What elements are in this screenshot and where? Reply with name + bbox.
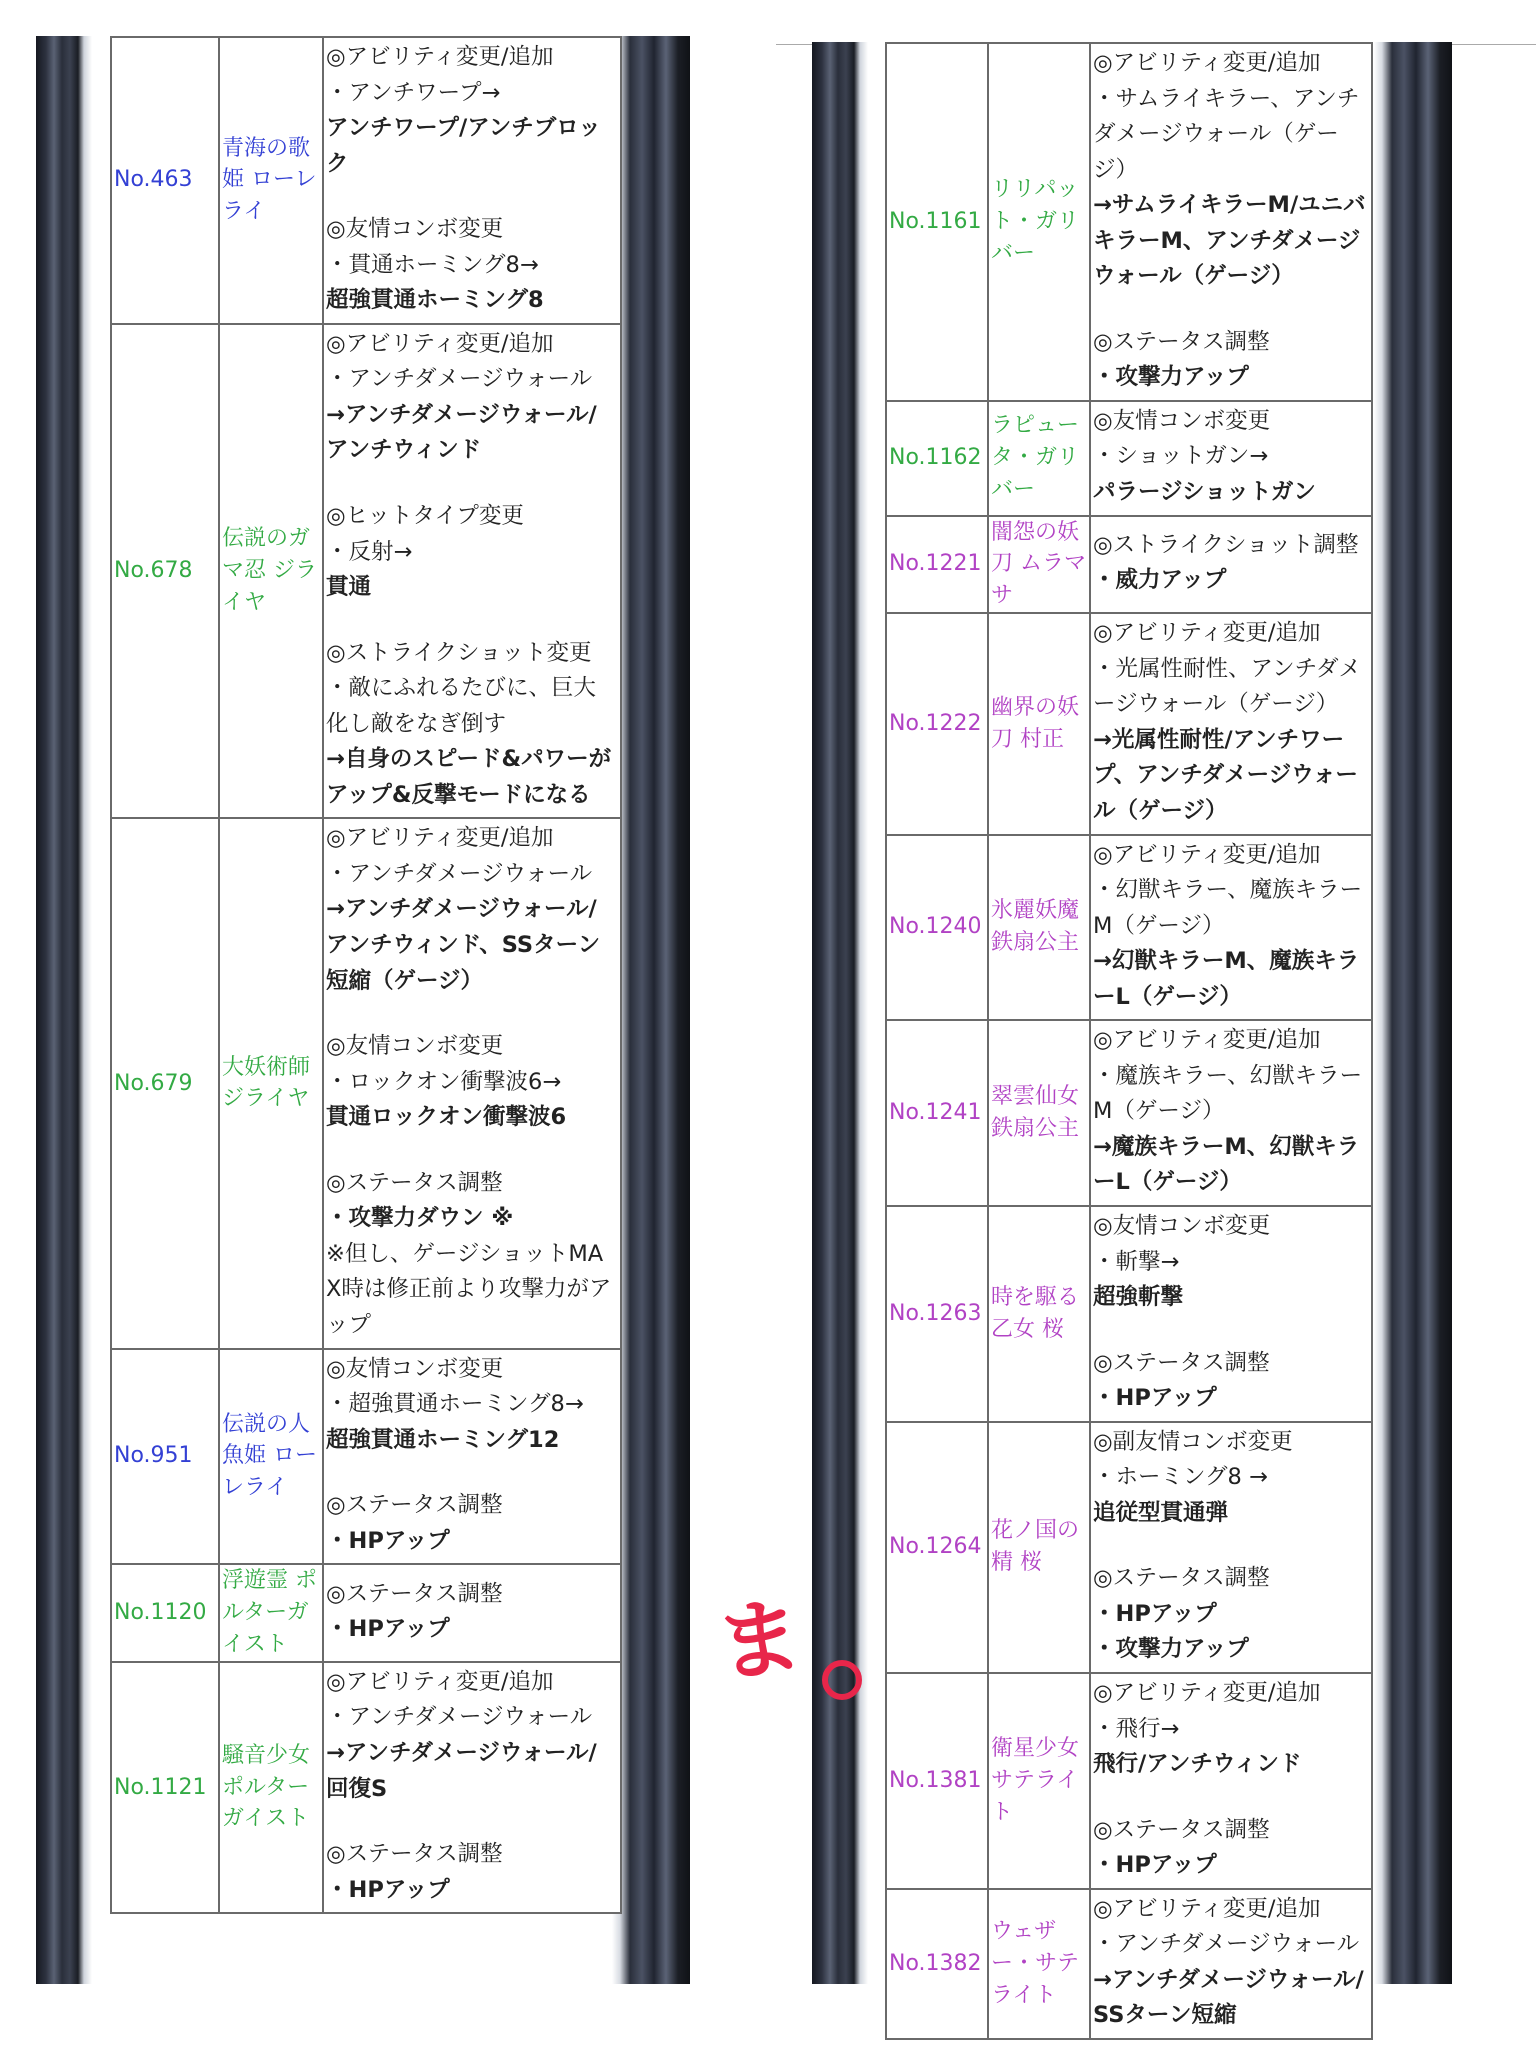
change-result: →アンチダメージウォール/アンチウィンド	[326, 401, 597, 464]
change-table-right	[885, 42, 1373, 2040]
monster-name-link[interactable]: 伝説のガマ忍 ジライヤ	[219, 324, 323, 819]
change-result: →サムライキラーM/ユニバキラーM、アンチダメージウォール（ゲージ）	[1093, 192, 1366, 290]
change-details	[1090, 1206, 1372, 1422]
change-details	[323, 1662, 621, 1913]
change-result: ・HPアップ	[326, 1527, 450, 1554]
change-text: ※但し、ゲージショットMAX時は修正前より攻撃力がアップ	[326, 1240, 612, 1338]
monster-name-link[interactable]: 伝説の人魚姫 ローレライ	[219, 1349, 323, 1565]
table-row	[886, 1422, 1372, 1673]
table-row	[111, 1564, 621, 1662]
monster-name-link[interactable]: 大妖術師 ジライヤ	[219, 818, 323, 1348]
change-text: ・ホーミング8 →	[1093, 1464, 1268, 1491]
change-result: ・HPアップ	[1093, 1852, 1217, 1879]
monster-name-link[interactable]: ラピュータ・ガリバー	[988, 401, 1090, 516]
monster-name-link[interactable]: ウェザー・サテライト	[988, 1889, 1090, 2039]
change-text: ・アンチワープ→	[326, 79, 501, 106]
change-result: ・攻撃力アップ	[1093, 1636, 1249, 1663]
change-result: 飛行/アンチウィンド	[1093, 1751, 1302, 1778]
spacer	[1093, 295, 1369, 325]
change-details	[1090, 1422, 1372, 1673]
change-text: ◎ストライクショット調整	[1093, 531, 1359, 558]
change-result: →光属性耐性/アンチワープ、アンチダメージウォール（ゲージ）	[1093, 726, 1358, 824]
table-row	[111, 1662, 621, 1913]
change-text: ◎アビリティ変更/追加	[1093, 1895, 1321, 1922]
change-text: ・アンチダメージウォール	[326, 860, 593, 887]
monster-name-link[interactable]: 闇怨の妖刀 ムラマサ	[988, 516, 1090, 614]
table-row	[886, 516, 1372, 614]
change-details	[1090, 835, 1372, 1021]
table-row	[886, 1889, 1372, 2039]
monster-name-link[interactable]: 氷麗妖魔 鉄扇公主	[988, 835, 1090, 1021]
table-row	[886, 1673, 1372, 1889]
change-details	[1090, 1889, 1372, 2039]
monster-name-link[interactable]: 騒音少女 ポルターガイスト	[219, 1662, 323, 1913]
change-result: 超強貫通ホーミング12	[326, 1426, 560, 1453]
change-text: ◎アビリティ変更/追加	[1093, 1680, 1321, 1706]
table-row	[111, 37, 621, 324]
monster-number[interactable]: No.1382	[886, 1889, 988, 2039]
monster-number[interactable]: No.463	[111, 37, 219, 324]
monster-name-link[interactable]: 翠雲仙女 鉄扇公主	[988, 1020, 1090, 1206]
monster-number[interactable]: No.1264	[886, 1422, 988, 1673]
monster-name-link[interactable]: 花ノ国の精 桜	[988, 1422, 1090, 1673]
spacer	[326, 1136, 618, 1166]
change-text: ◎アビリティ変更/追加	[326, 1668, 554, 1695]
change-text: ◎ステータス調整	[326, 1492, 503, 1519]
spacer	[1093, 1531, 1369, 1561]
change-text: ・ショットガン→	[1093, 443, 1269, 470]
change-text: ◎ステータス調整	[1093, 328, 1270, 355]
change-text: ◎ステータス調整	[1093, 1349, 1270, 1376]
spacer	[1093, 1316, 1369, 1346]
table-row	[111, 818, 621, 1348]
change-text: ◎アビリティ変更/追加	[1093, 50, 1321, 76]
change-result: ・HPアップ	[326, 1616, 450, 1643]
monster-number[interactable]: No.1222	[886, 613, 988, 834]
change-text: ◎アビリティ変更/追加	[326, 330, 554, 357]
monster-number[interactable]: No.679	[111, 818, 219, 1348]
change-text: ◎友情コンボ変更	[1093, 407, 1271, 434]
monster-number[interactable]: No.1381	[886, 1673, 988, 1889]
change-text: ◎アビリティ変更/追加	[1093, 620, 1321, 647]
change-text: ・アンチダメージウォール	[326, 1704, 593, 1731]
change-text: ◎ストライクショット変更	[326, 639, 592, 666]
change-text: ◎友情コンボ変更	[326, 1355, 504, 1382]
change-result: 超強斬撃	[1093, 1284, 1184, 1311]
table-row	[886, 401, 1372, 516]
table-row	[886, 1020, 1372, 1206]
monster-number[interactable]: No.1263	[886, 1206, 988, 1422]
change-result: ・威力アップ	[1093, 567, 1227, 594]
change-text: ・アンチダメージウォール	[1093, 1931, 1360, 1958]
change-text: ・ロックオン衝撃波6→	[326, 1068, 562, 1095]
change-text: ・超強貫通ホーミング8→	[326, 1391, 584, 1418]
monster-name-link[interactable]: 衛星少女 サテライト	[988, 1673, 1090, 1889]
change-text: ◎ステータス調整	[326, 1841, 503, 1868]
change-text: ・サムライキラー、アンチダメージウォール（ゲージ）	[1093, 85, 1360, 183]
change-text: ・敵にふれるたびに、巨大化し敵をなぎ倒す	[326, 675, 597, 737]
change-result: →幻獣キラーM、魔族キラーL（ゲージ）	[1093, 948, 1360, 1010]
change-result: ・HPアップ	[326, 1876, 450, 1903]
change-table-left	[110, 36, 622, 1914]
change-details	[1090, 516, 1372, 614]
monster-number[interactable]: No.1121	[111, 1662, 219, 1913]
monster-number[interactable]: No.1240	[886, 835, 988, 1021]
change-text: ◎アビリティ変更/追加	[326, 44, 554, 70]
change-text: ◎副友情コンボ変更	[1093, 1428, 1293, 1455]
stamp-period-mark	[822, 1660, 862, 1700]
spacer	[326, 999, 618, 1029]
monster-number[interactable]: No.1120	[111, 1564, 219, 1662]
change-text: ◎ステータス調整	[1093, 1565, 1270, 1592]
change-result: →アンチダメージウォール/SSターン短縮	[1093, 1966, 1364, 2029]
change-text: ◎友情コンボ変更	[1093, 1212, 1271, 1239]
table-row	[886, 1206, 1372, 1422]
spacer	[326, 1807, 618, 1837]
change-result: 追従型貫通弾	[1093, 1499, 1229, 1526]
change-details	[1090, 401, 1372, 516]
change-text: ◎ヒットタイプ変更	[326, 503, 524, 530]
change-result: ・HPアップ	[1093, 1600, 1217, 1627]
change-text: ◎ステータス調整	[326, 1169, 503, 1196]
spacer	[326, 469, 618, 499]
change-details	[1090, 1673, 1372, 1889]
change-text: ◎アビリティ変更/追加	[1093, 1027, 1321, 1054]
monster-name-link[interactable]: 青海の歌姫 ローレライ	[219, 37, 323, 324]
monster-number[interactable]: No.1221	[886, 516, 988, 614]
change-text: ・飛行→	[1093, 1715, 1180, 1742]
change-text: ◎友情コンボ変更	[326, 1033, 504, 1060]
change-result: 貫通	[326, 574, 372, 601]
change-text: ・魔族キラー、幻獣キラーM（ゲージ）	[1093, 1062, 1363, 1125]
monster-name-link[interactable]: 幽界の妖刀 村正	[988, 613, 1090, 834]
change-text: ◎アビリティ変更/追加	[326, 825, 554, 852]
change-details	[1090, 1020, 1372, 1206]
monster-number[interactable]: No.678	[111, 324, 219, 819]
change-result: →アンチダメージウォール/回復S	[326, 1740, 597, 1802]
change-result: →アンチダメージウォール/アンチウィンド、SSターン短縮（ゲージ）	[326, 896, 601, 994]
change-result: 貫通ロックオン衝撃波6	[326, 1104, 567, 1131]
table-row	[886, 43, 1372, 401]
change-text: ◎アビリティ変更/追加	[1093, 841, 1321, 868]
change-result: ・HPアップ	[1093, 1385, 1217, 1412]
spacer	[1093, 1783, 1369, 1813]
monster-name-link[interactable]: 浮遊霊 ポルターガイスト	[219, 1564, 323, 1662]
change-text: ・反射→	[326, 538, 413, 565]
monster-number[interactable]: No.1161	[886, 43, 988, 401]
change-result: →魔族キラーM、幻獣キラーL（ゲージ）	[1093, 1133, 1360, 1196]
change-result: アンチワープ/アンチブロック	[326, 115, 601, 177]
table-row	[111, 1349, 621, 1565]
monster-number[interactable]: No.1241	[886, 1020, 988, 1206]
monster-name-link[interactable]: 時を駆る乙女 桜	[988, 1206, 1090, 1422]
change-details	[323, 1349, 621, 1565]
change-result: パラージショットガン	[1093, 479, 1316, 506]
change-details	[1090, 43, 1372, 401]
change-text: ◎友情コンボ変更	[326, 216, 504, 243]
screenshot-right-panel	[812, 42, 1452, 2029]
screenshot-left-panel	[36, 36, 690, 1984]
change-text: ・斬撃→	[1093, 1248, 1180, 1275]
change-text: ・幻獣キラー、魔族キラーM（ゲージ）	[1093, 877, 1363, 939]
table-row	[886, 835, 1372, 1021]
change-text: ◎ステータス調整	[326, 1580, 503, 1607]
change-details	[323, 1564, 621, 1662]
change-result: 超強貫通ホーミング8	[326, 287, 544, 314]
change-details	[323, 818, 621, 1348]
table-row	[111, 324, 621, 819]
handwritten-stamp: ま	[711, 1586, 807, 1696]
spacer	[326, 606, 618, 636]
change-result: ・攻撃力ダウン ※	[326, 1205, 514, 1232]
table-row	[886, 613, 1372, 834]
change-details	[1090, 613, 1372, 834]
spacer	[326, 1458, 618, 1488]
change-result: →自身のスピード&パワーがアップ&反撃モードになる	[326, 746, 612, 808]
change-details	[323, 324, 621, 819]
change-text: ◎ステータス調整	[1093, 1816, 1270, 1843]
spacer	[326, 182, 618, 212]
monster-number[interactable]: No.951	[111, 1349, 219, 1565]
change-result: ・攻撃力アップ	[1093, 364, 1249, 391]
change-text: ・光属性耐性、アンチダメージウォール（ゲージ）	[1093, 655, 1361, 718]
monster-name-link[interactable]: リリパット・ガリバー	[988, 43, 1090, 401]
monster-number[interactable]: No.1162	[886, 401, 988, 516]
change-details	[323, 37, 621, 324]
change-text: ・アンチダメージウォール	[326, 366, 593, 393]
change-text: ・貫通ホーミング8→	[326, 251, 539, 278]
